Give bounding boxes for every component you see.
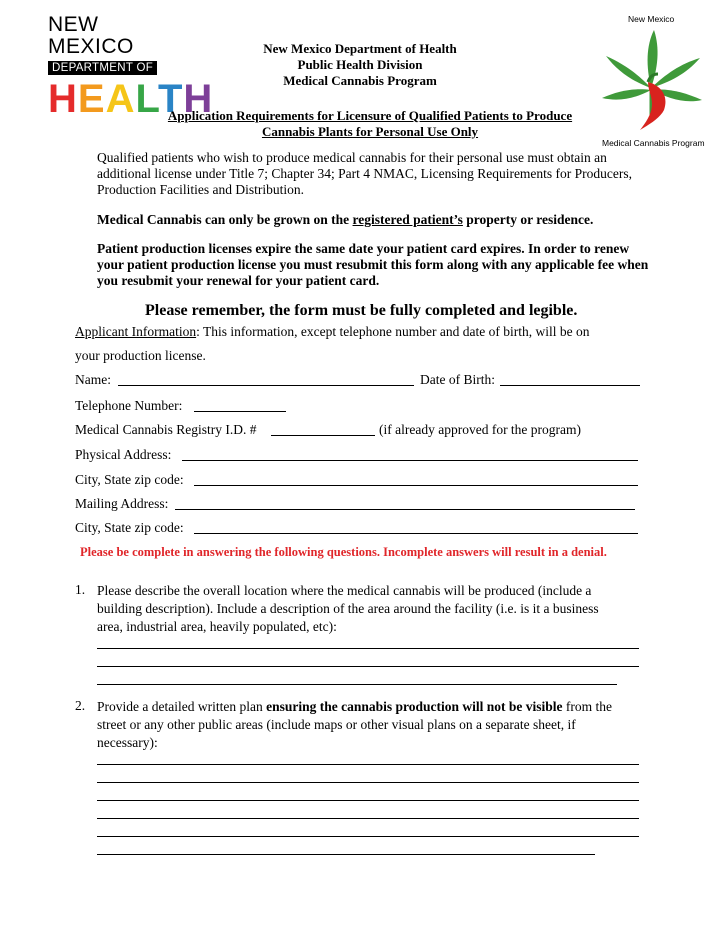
logo-health-letter: E xyxy=(77,77,106,121)
grow-rule-after: property or residence. xyxy=(462,212,594,227)
question-2-answer-line[interactable] xyxy=(97,764,639,765)
question-2-line: necessary): xyxy=(97,735,158,750)
question-1-line: Please describe the overall location where the medical cannabis will be produced (include a xyxy=(97,583,592,598)
applicant-info-note-2: your production license. xyxy=(75,348,206,363)
question-2-before: Provide a detailed written plan xyxy=(97,699,267,714)
registry-field[interactable] xyxy=(271,435,375,436)
name-label: Name: xyxy=(75,372,111,387)
question-1-answer-line[interactable] xyxy=(97,648,639,649)
question-2-after: from the xyxy=(562,699,613,714)
question-1-line: area, industrial area, heavily populated, etc): xyxy=(97,619,337,634)
mailing-address-field[interactable] xyxy=(175,509,635,510)
grow-rule-before: Medical Cannabis can only be grown on the xyxy=(97,212,353,227)
question-1-answer-line[interactable] xyxy=(97,684,617,685)
question-2-text xyxy=(97,698,612,752)
phone-field[interactable] xyxy=(194,411,286,412)
dob-label: Date of Birth: xyxy=(420,372,495,387)
cannabis-logo-top-text: New Mexico xyxy=(628,14,675,24)
physical-address-field[interactable] xyxy=(182,460,638,461)
mailing-city-state-zip-label: City, State zip code: xyxy=(75,520,184,535)
doh-logo xyxy=(48,13,214,121)
grow-rule-underlined: registered patient’s xyxy=(352,212,463,227)
logo-department-of: DEPARTMENT OF xyxy=(48,61,157,75)
header-division: Public Health Division xyxy=(297,57,423,72)
logo-new-mexico: NEW MEXICO xyxy=(48,13,134,58)
question-1-text xyxy=(97,582,599,636)
registry-label: Medical Cannabis Registry I.D. # xyxy=(75,422,257,437)
name-field[interactable] xyxy=(118,385,414,386)
question-2-answer-line[interactable] xyxy=(97,818,639,819)
phone-label: Telephone Number: xyxy=(75,398,183,413)
question-1-number: 1. xyxy=(75,582,86,597)
logo-health-letter: H xyxy=(48,77,78,121)
intro-line: additional license under Title 7; Chapter 34; Part 4 NMAC, Licensing Requirements for Producers, xyxy=(97,166,633,181)
mailing-city-state-zip-field[interactable] xyxy=(194,533,638,534)
question-2-answer-line[interactable] xyxy=(97,782,639,783)
remember-notice: Please remember, the form must be fully completed and legible. xyxy=(145,302,578,319)
mailing-address-label: Mailing Address: xyxy=(75,496,169,511)
logo-health-letter: H xyxy=(183,77,214,121)
registry-note: (if already approved for the program) xyxy=(379,422,582,437)
city-state-zip-field[interactable] xyxy=(194,485,638,486)
header xyxy=(200,41,520,89)
question-2-answer-line[interactable] xyxy=(97,800,639,801)
question-2-answer-line[interactable] xyxy=(97,836,639,837)
physical-address-label: Physical Address: xyxy=(75,447,172,462)
logo-health-letter: T xyxy=(157,77,184,121)
intro-line: Qualified patients who wish to produce medical cannabis for their personal use must obtain an xyxy=(97,150,607,165)
expire-line: Patient production licenses expire the same date your patient card expires. In order to renew xyxy=(97,241,630,256)
header-department: New Mexico Department of Health xyxy=(263,41,457,56)
grow-rule xyxy=(97,212,593,228)
document-title xyxy=(120,108,620,140)
dob-field[interactable] xyxy=(500,385,640,386)
logo-health-letter: L xyxy=(135,77,158,121)
question-2-line-1 xyxy=(97,698,612,716)
cannabis-logo-bottom-text: Medical Cannabis Program xyxy=(602,138,705,148)
expire-line: you resubmit your renewal for your patient card. xyxy=(97,273,380,288)
header-program: Medical Cannabis Program xyxy=(283,73,437,88)
expire-line: your patient production license you must resubmit this form along with any applicable fee when xyxy=(97,257,649,272)
expire-paragraph xyxy=(97,241,648,289)
city-state-zip-label: City, State zip code: xyxy=(75,472,184,487)
applicant-info xyxy=(75,324,590,340)
question-2-bold: ensuring the cannabis production will not be visible xyxy=(266,699,563,714)
question-1-line: building description). Include a description of the area around the facility (i.e. is it a business xyxy=(97,601,599,616)
logo-health-letter: A xyxy=(105,77,136,121)
question-2-number: 2. xyxy=(75,698,86,713)
question-2-line: street or any other public areas (include maps or other visual plans on a separate sheet, if xyxy=(97,717,576,732)
title-line-2: Cannabis Plants for Personal Use Only xyxy=(261,124,479,139)
title-line-1: Application Requirements for Licensure of Qualified Patients to Produce xyxy=(167,108,573,123)
applicant-info-note: : This information, except telephone number and date of birth, will be on xyxy=(196,324,590,339)
pepper-icon xyxy=(640,82,665,130)
intro-paragraph xyxy=(97,150,632,198)
question-1-answer-line[interactable] xyxy=(97,666,639,667)
applicant-info-label: Applicant Information xyxy=(75,324,197,339)
question-2-answer-line[interactable] xyxy=(97,854,595,855)
intro-line: Production Facilities and Distribution. xyxy=(97,182,304,197)
completeness-warning: Please be complete in answering the following questions. Incomplete answers will result in a denial. xyxy=(80,545,607,559)
